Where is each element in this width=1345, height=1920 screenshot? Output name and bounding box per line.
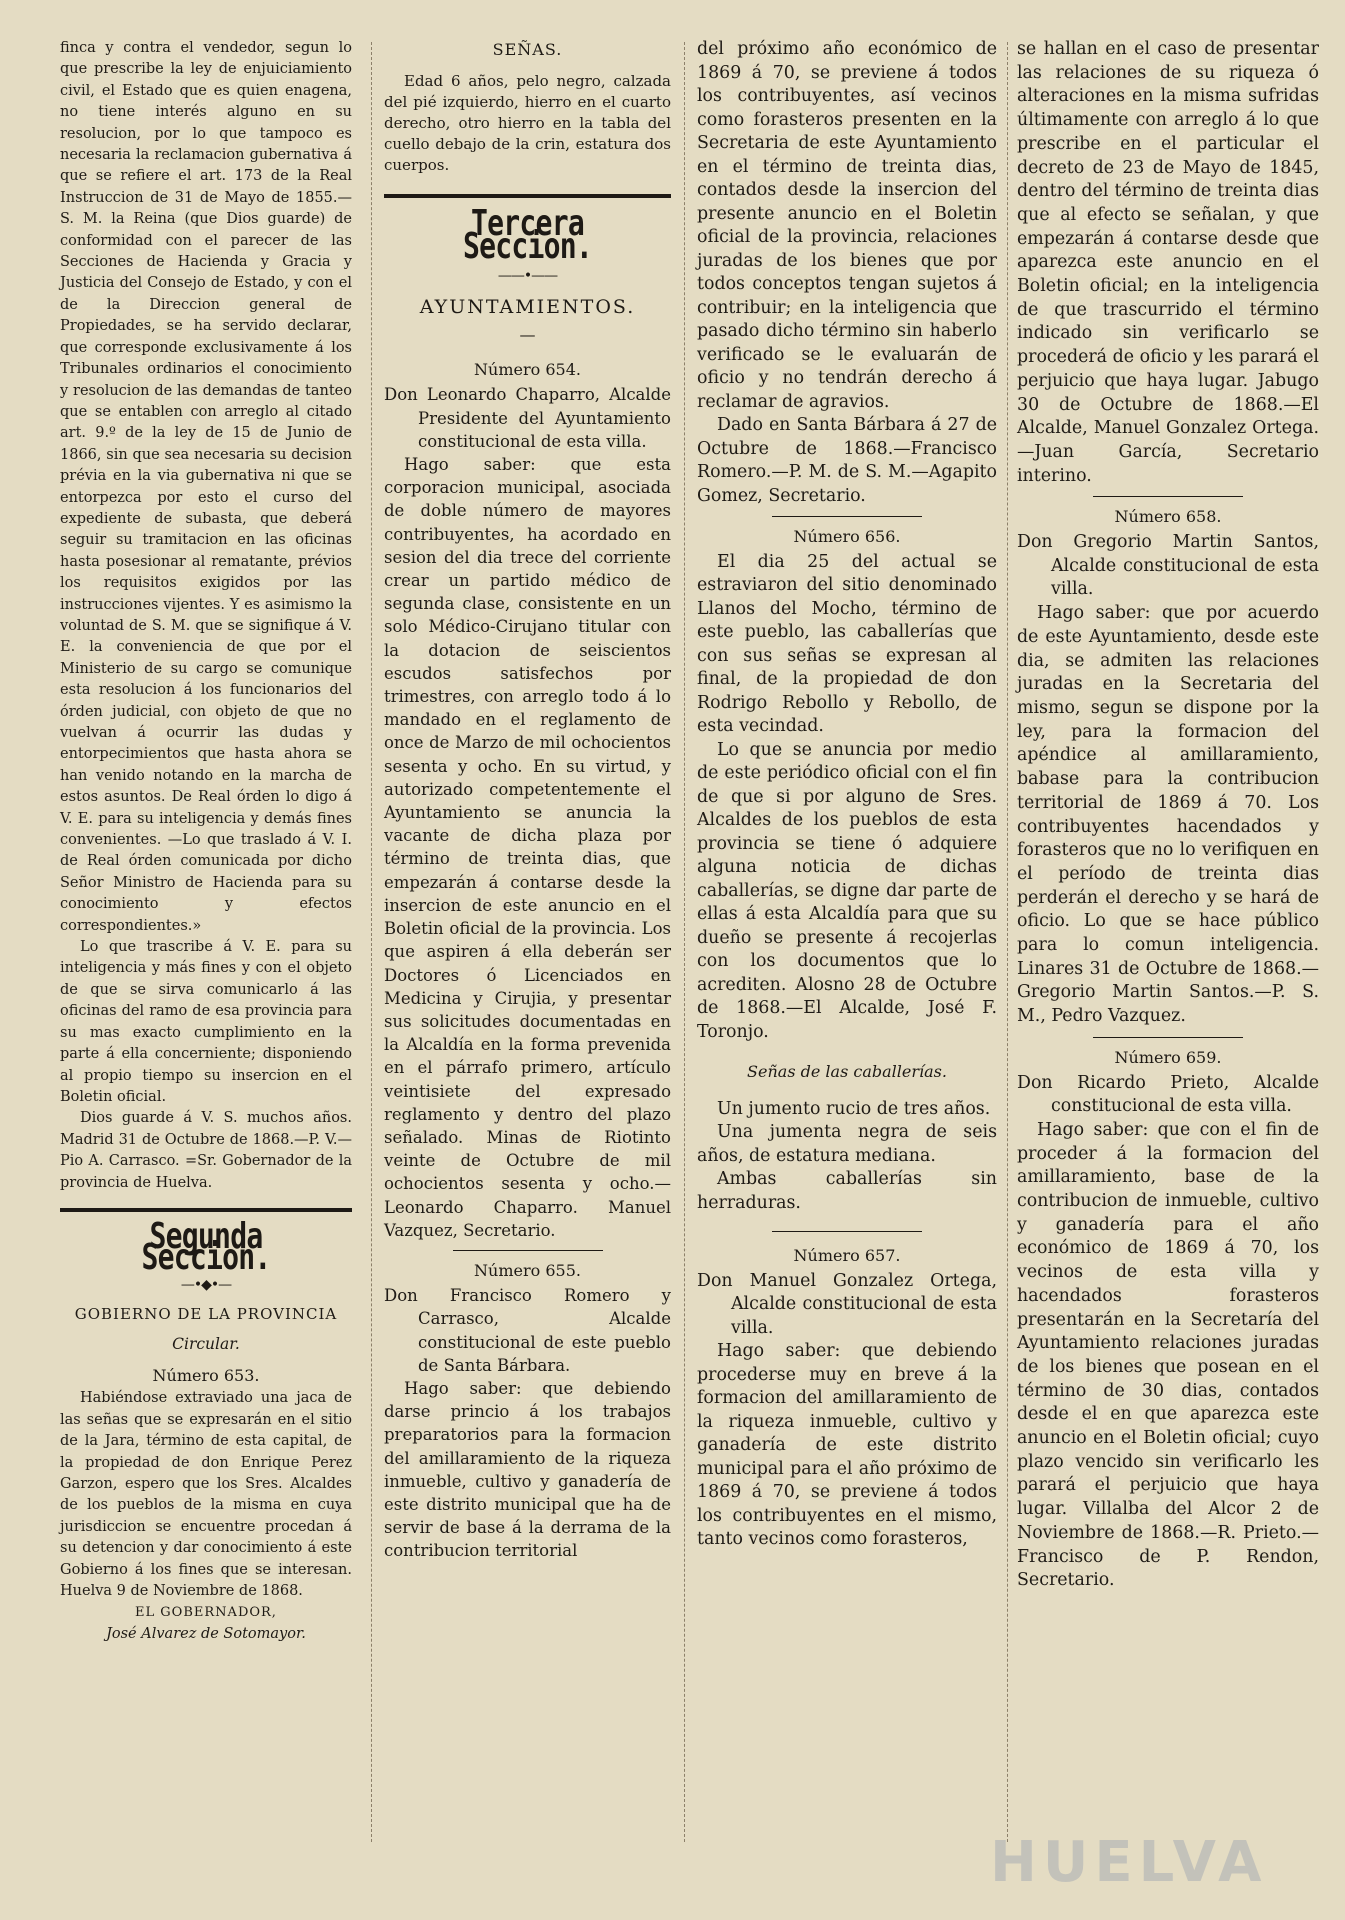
paragraph: Habiéndose extraviado una jaca de las señas que se expresarán en el sitio de la Jara, término de esta capital, de la propiedad de don Enrique Perez Garzon, espero que los Sres. Alcaldes de los pueblos de la misma en cuya jurisdiccion se encuentre procedan á su detencion y dar conocimiento á este Gobierno á los fines que se interesan. Huelva 9 de Noviembre de 1868. bbox=[60, 1390, 352, 1600]
section-title: Segunda Seccion. bbox=[141, 1215, 271, 1279]
notice-number: Número 656. bbox=[793, 527, 901, 546]
short-rule bbox=[453, 1250, 603, 1251]
paragraph: Hago saber: que por acuerdo de este Ayuntamiento, desde este dia, se admiten las relaciones juradas en la Secretaria del mismo, segun se dispone por la ley, para la formacion del apéndice al amillaramiento, babase para la contribucion territorial de 1869 á 70. Los contribuyentes hacendados y forasteros que no lo verifiquen en el período de treinta dias perderán el derecho y se hará de oficio. Lo que se hace público para lo comun inteligencia. Linares 31 de Octubre de 1868.—Gregorio Martin Santos.—P. S. M., Pedro Vazquez. bbox=[1017, 603, 1319, 1027]
governor-label: EL GOBERNADOR, bbox=[135, 1605, 277, 1621]
notice-head: Don Gregorio Martin Santos, Alcalde constitucional de esta villa. bbox=[1017, 532, 1319, 600]
paragraph: Hago saber: que debiendo procederse muy en breve á la formacion del amillaramiento de la riqueza inmueble, cultivo y ganadería de este distrito municipal para el año próximo de 1869 á 70, se previene á todos los contribuyentes en el mismo, tanto vecinos como forasteros, bbox=[697, 1341, 997, 1549]
paragraph: Dios guarde á V. S. muchos años. Madrid 31 de Octubre de 1868.—P. V.—Pio A. Carrasco. =Sr. Gobernador de la provincia de Huelva. bbox=[60, 1110, 352, 1191]
dash-divider: — bbox=[519, 325, 536, 345]
notice-number: Número 657. bbox=[793, 1246, 901, 1265]
paragraph: del próximo año económico de 1869 á 70, se previene á todos los contribuyentes, así vecinos como forasteros presenten en la Secretaria de este Ayuntamiento en el término de treinta dias, contados desde la insercion del presente anuncio en el Boletin oficial de la provincia, relaciones juradas de los bienes que por todos conceptos tengan sujetos á contribuir; en la inteligencia que pasado dicho término sin haberlo verificado se le evaluarán de oficio y no tendrán derecho á reclamar de agravios. bbox=[697, 39, 997, 412]
notice-head: Don Manuel Gonzalez Ortega, Alcalde constitucional de esta villa. bbox=[697, 1270, 997, 1338]
notice-head: Don Ricardo Prieto, Alcalde constitucional de esta villa. bbox=[1017, 1072, 1319, 1117]
ornament-divider: ——•—— bbox=[497, 267, 558, 284]
notice-number: Número 658. bbox=[1114, 507, 1222, 527]
paragraph: finca y contra el vendedor, segun lo que prescribe la ley de enjuiciamiento civil, el Estado que es quien enagena, no tiene interés alguno en su resolucion, por lo que tampoco es necesaria la reclamacion gubernativa á que se refiere el art. 173 de la Real Instruccion de 31 de Mayo de 1855.—S. M. la Reina (que Dios guarde) de conformidad con el parecer de las Secciones de Hacienda y Gracia y Justicia del Consejo de Estado, y con el de la Direccion general de Propiedades, se ha servido declarar, que corresponde exclusivamente á los Tribunales ordinarios el conocimiento y resolucion de las demandas de tanteo que se entablen con arreglo al citado art. 9.º de la ley de 15 de Junio de 1866, sin que sea necesaria su decision prévia en la via gubernativa ni que se entorpezca por esto el curso del expediente de subasta, que deberá seguir su tramitacion en las oficinas hasta posesionar al rematante, prévios los requisitos exigidos por las instrucciones vijentes. Y es asimismo la voluntad de S. M. que se signifique á V. E. la conveniencia de que por el Ministerio de su cargo se comunique esta resolucion á los funcionarios del órden judicial, con objeto de que no vuelvan á ocurrir las dudas y entorpecimientos que hasta ahora se han venido notando en la marcha de estos asuntos. De Real órden lo digo á V. E. para su inteligencia y demás fines convenientes. —Lo que traslado á V. I. de Real órden comunicada por dicho Señor Ministro de Hacienda para su conocimiento y efectos correspondientes.» bbox=[60, 40, 352, 934]
column-3 bbox=[697, 38, 997, 1920]
short-rule bbox=[1093, 496, 1243, 497]
paragraph: Un jumento rucio de tres años. bbox=[717, 1098, 991, 1119]
notice-number: Número 655. bbox=[474, 1260, 581, 1280]
paragraph: Edad 6 años, pelo negro, calzada del pié izquierdo, hierro en el cuarto derecho, otro hierro en la tabla del cuello debajo de la crin, estatura dos cuerpos. bbox=[384, 72, 671, 175]
notice-number: Número 653. bbox=[152, 1365, 260, 1385]
ornament-divider: —•◆•— bbox=[180, 1276, 232, 1293]
column-divider bbox=[371, 42, 372, 1842]
archive-watermark: HUELVA bbox=[990, 1830, 1268, 1895]
short-rule bbox=[1093, 1037, 1243, 1038]
notice-number: Número 654. bbox=[474, 360, 581, 380]
column-4 bbox=[1017, 38, 1319, 1920]
column-divider bbox=[684, 42, 685, 1842]
notice-head: Don Leonardo Chaparro, Alcalde Presidente del Ayuntamiento constitucional de esta villa. bbox=[384, 385, 671, 451]
column-1 bbox=[60, 38, 352, 1920]
paragraph: se hallan en el caso de presentar las relaciones de su riqueza ó alteraciones en la misma sufridas últimamente con arreglo á lo que prescribe en el particular el decreto de 23 de Mayo de 1845, dentro del término de treinta dias que al efecto se señalan, y que empezarán á contarse desde que aparezca este anuncio en el Boletin oficial; en la inteligencia de que trascurrido el término indicado sin verificarlo se procederá de oficio y les parará el perjuicio que haya lugar. Jabugo 30 de Octubre de 1868.—El Alcalde, Manuel Gonzalez Ortega.—Juan García, Secretario interino. bbox=[1017, 39, 1319, 486]
notice-number: Número 659. bbox=[1114, 1047, 1222, 1067]
paragraph: Una jumenta negra de seis años, de estatura mediana. bbox=[697, 1122, 997, 1166]
column-2 bbox=[384, 38, 671, 1920]
senas-caballerias: Señas de las caballerías. bbox=[747, 1062, 947, 1081]
short-rule bbox=[772, 1231, 922, 1232]
section-title: Tercera Seccion. bbox=[462, 203, 592, 268]
paragraph: Hago saber: que esta corporacion municipal, asociada de doble número de mayores contribuyentes, ha acordado en sesion del dia trece del corriente crear un partido médico de segunda clase, consistente en un solo Médico-Cirujano titular con la dotacion de seiscientos escudos satisfechos por trimestres, con arreglo todo á lo mandado en el reglamento de once de Marzo de mil ochocientos sesenta y ocho. En su virtud, y autorizado competentemente el Ayuntamiento se anuncia la vacante de dicha plaza por término de treinta dias, que empezarán á contarse desde la insercion de este anuncio en el Boletin oficial de la provincia. Los que aspiren á ella deberán ser Doctores ó Licenciados en Medicina y Cirujia, y presentar sus solicitudes documentadas en la Alcaldía en la forma prevenida en el párrafo primero, artículo veintisiete del expresado reglamento y dentro del plazo señalado. Minas de Riotinto veinte de Octubre de mil ochocientos sesenta y ocho.—Leonardo Chaparro. Manuel Vazquez, Secretario. bbox=[384, 455, 671, 1240]
paragraph: Hago saber: que debiendo darse princio á los trabajos preparatorios para la formacion del amillaramiento de la riqueza inmueble, cultivo y ganadería de este distrito municipal que ha de servir de base á la derrama de la contribucion territorial bbox=[384, 1378, 671, 1561]
gov-heading: GOBIERNO DE LA PROVINCIA bbox=[74, 1305, 338, 1324]
paragraph: El dia 25 del actual se estraviaron del sitio denominado Llanos del Mocho, término de este pueblo, las caballerías que con sus señas se expresan al final, de la propiedad de don Rodrigo Rebollo y Rebollo, de esta vecindad. bbox=[697, 551, 997, 736]
column-divider bbox=[1007, 42, 1008, 1842]
notice-head: Don Francisco Romero y Carrasco, Alcalde constitucional de este pueblo de Santa Bárbara. bbox=[384, 1286, 671, 1375]
circular-label: Circular. bbox=[172, 1334, 240, 1353]
paragraph: Dado en Santa Bárbara á 27 de Octubre de 1868.—Francisco Romero.—P. M. de S. M.—Agapito Gomez, Secretario. bbox=[697, 415, 997, 506]
ayuntamientos-heading: AYUNTAMIENTOS. bbox=[419, 295, 636, 318]
paragraph: Lo que se anuncia por medio de este periódico oficial con el fin de que si por alguno de Sres. Alcaldes de los pueblos de esta provincia se tiene ó adquiere alguna noticia de dichas caballerías, se digne dar parte de ellas á esta Alcaldía para que su dueño se presente á recojerlas con los documentos que lo acrediten. Alosno 28 de Octubre de 1868.—El Alcalde, José F. Toronjo. bbox=[697, 739, 997, 1042]
paragraph: Ambas caballerías sin herraduras. bbox=[697, 1169, 997, 1213]
paragraph: Lo que trascribe á V. E. para su inteligencia y más fines y con el objeto de que se sirva comunicarlo á las oficinas del ramo de esa provincia para su mas exacto cumplimiento en la parte á ella concerniente; disponiendo al propio tiempo su insercion en el Boletin oficial. bbox=[60, 939, 352, 1105]
senas-title: SEÑAS. bbox=[492, 40, 563, 59]
paragraph: Hago saber: que con el fin de proceder á la formacion del amillaramiento, base de la contribucion de inmueble, cultivo y ganadería para el año económico de 1869 á 70, los vecinos de esta villa y hacendados forasteros presentarán en la Secretaría del Ayuntamiento relaciones juradas de los bienes que posean en el término de 30 dias, contados desde el en que aparezca este anuncio en el Boletin oficial; cuyo plazo vencido sin verificarlo les parará el perjuicio que haya lugar. Villalba del Alcor 2 de Noviembre de 1868.—R. Prieto.—Francisco de P. Rendon, Secretario. bbox=[1017, 1119, 1319, 1591]
thick-rule bbox=[384, 194, 671, 198]
governor-name: José Alvarez de Sotomayor. bbox=[106, 1625, 306, 1642]
short-rule bbox=[772, 516, 922, 517]
thick-rule bbox=[60, 1208, 352, 1212]
